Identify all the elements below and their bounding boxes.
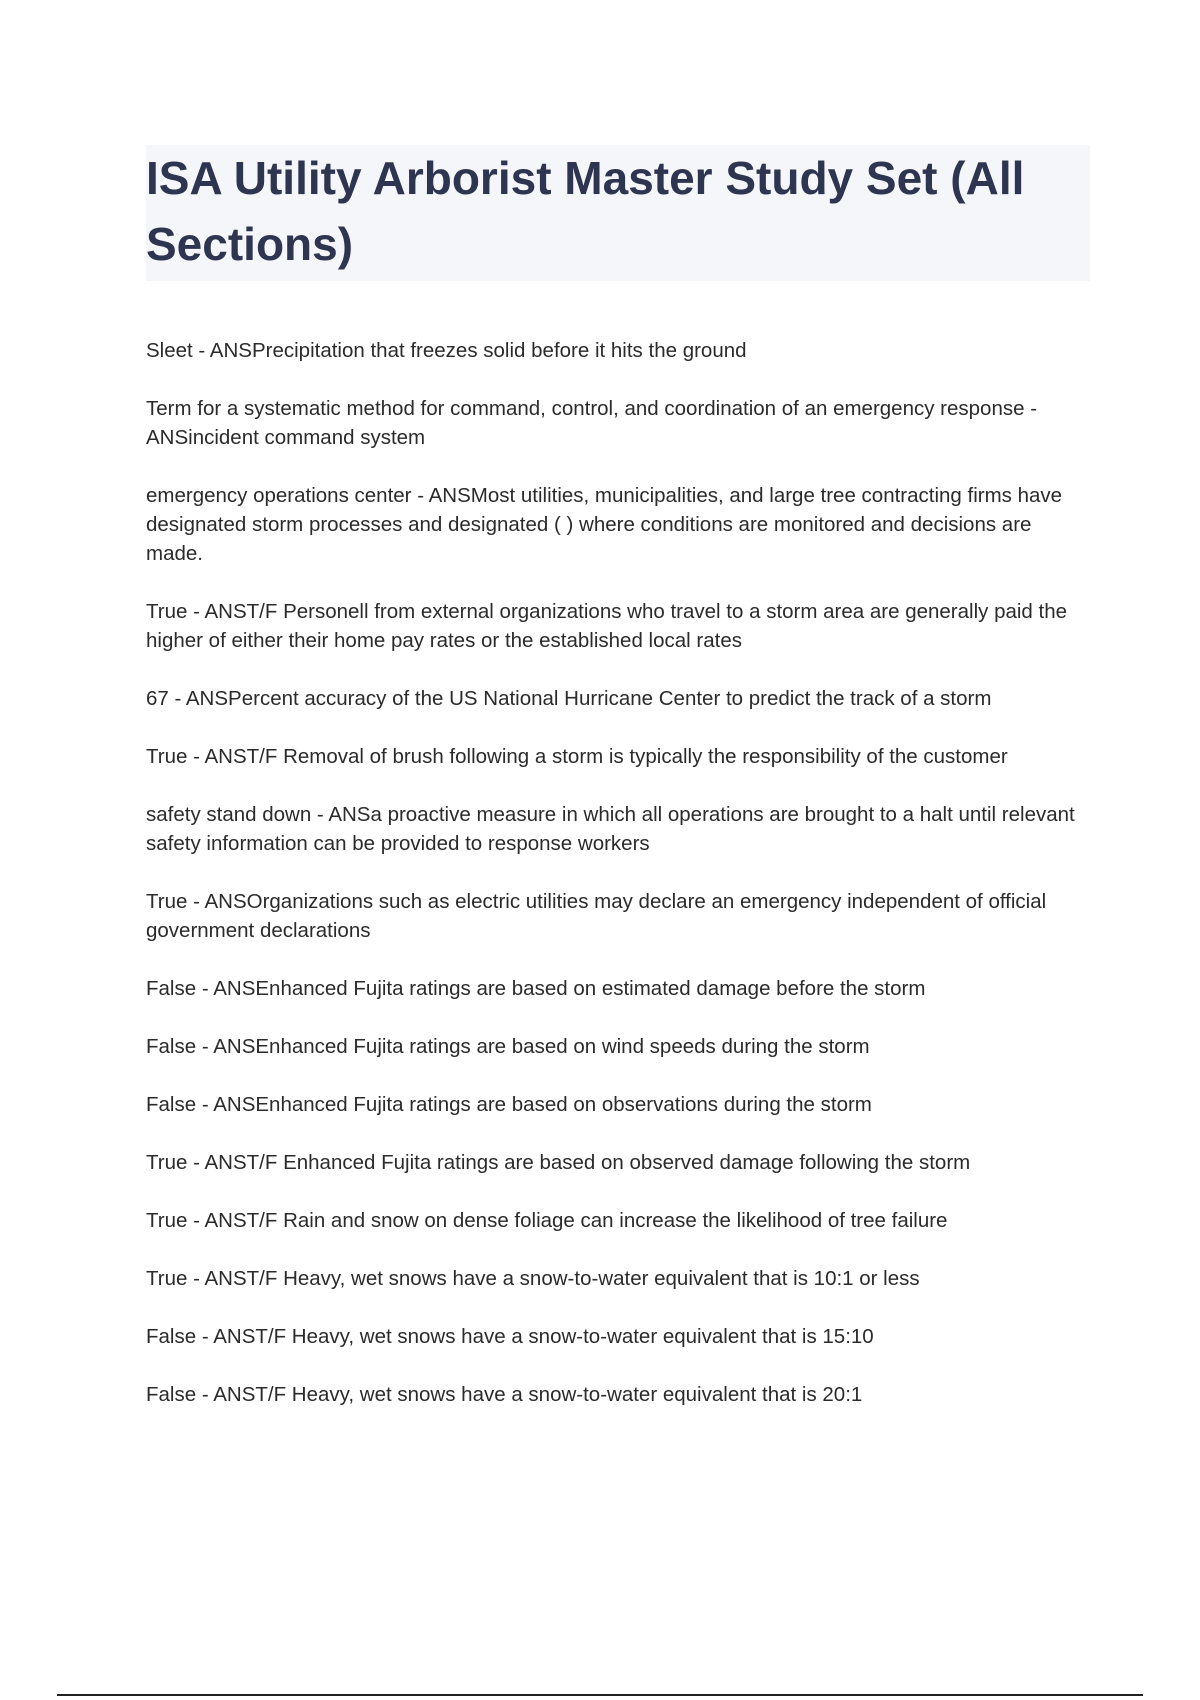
study-entry: False - ANSEnhanced Fujita ratings are based on observations during the storm [146,1093,872,1116]
study-entry: True - ANST/F Enhanced Fujita ratings are based on observed damage following the storm [146,1151,971,1174]
page-title: ISA Utility Arborist Master Study Set (All Sections) [146,152,1025,270]
study-entry: True - ANST/F Removal of brush following a storm is typically the responsibility of the customer [146,745,1008,768]
study-set-content [146,336,1094,1438]
study-entry: True - ANST/F Heavy, wet snows have a snow-to-water equivalent that is 10:1 or less [146,1267,920,1290]
study-entry: False - ANSEnhanced Fujita ratings are based on estimated damage before the storm [146,977,926,1000]
study-entry: emergency operations center - ANSMost utilities, municipalities, and large tree contracting firms have designated storm processes and designated ( ) where conditions are monitored and decisions are made. [146,484,1063,565]
study-entry: True - ANST/F Rain and snow on dense foliage can increase the likelihood of tree failure [146,1209,948,1232]
study-entry: True - ANST/F Personell from external organizations who travel to a storm area are generally paid the higher of either their home pay rates or the established local rates [146,600,1068,652]
study-entry: False - ANST/F Heavy, wet snows have a snow-to-water equivalent that is 15:10 [146,1325,874,1348]
title-block [146,145,1090,281]
study-entry: True - ANSOrganizations such as electric utilities may declare an emergency independent of official government declarations [146,890,1047,942]
footer-divider [57,1694,1143,1696]
study-entry: False - ANSEnhanced Fujita ratings are based on wind speeds during the storm [146,1035,870,1058]
study-entry: Term for a systematic method for command, control, and coordination of an emergency response - ANSincident command system [146,397,1038,449]
study-entry: Sleet - ANSPrecipitation that freezes solid before it hits the ground [146,339,747,362]
study-entry: 67 - ANSPercent accuracy of the US National Hurricane Center to predict the track of a storm [146,687,992,710]
study-entry: False - ANST/F Heavy, wet snows have a snow-to-water equivalent that is 20:1 [146,1383,863,1406]
study-entry: safety stand down - ANSa proactive measure in which all operations are brought to a halt until relevant safety information can be provided to response workers [146,803,1075,855]
